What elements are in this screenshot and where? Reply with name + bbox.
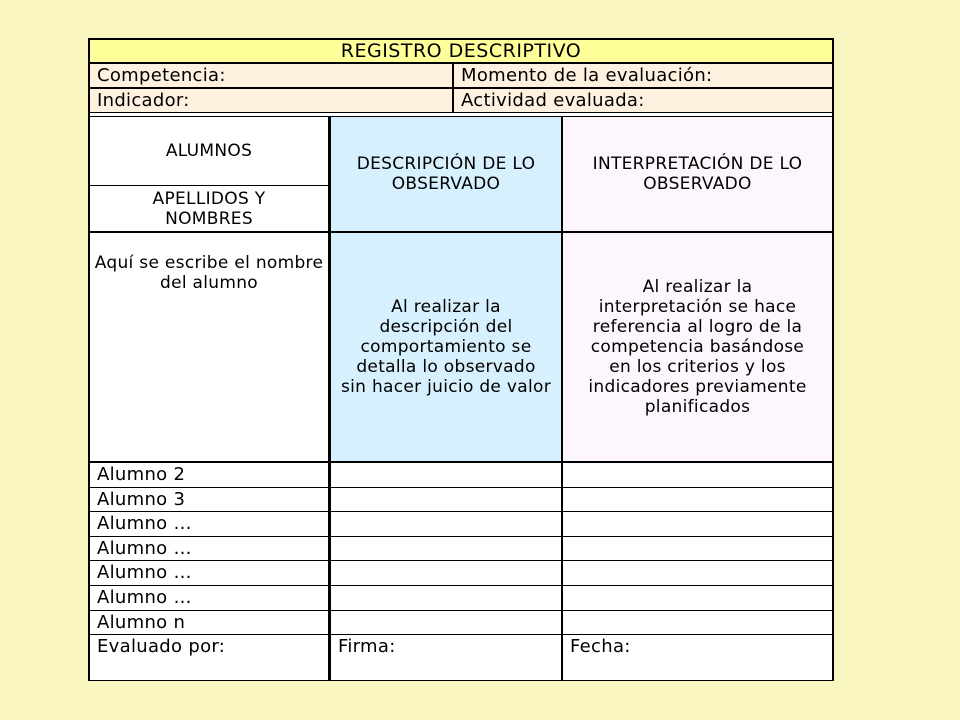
interpretation-header-label: INTERPRETACIÓN DE LO OBSERVADO [592, 154, 803, 194]
signature-cell [329, 634, 562, 681]
example-student-cell [89, 232, 329, 462]
example-interpretation-cell [562, 232, 833, 462]
evaluated-by-cell [89, 634, 329, 681]
student-row-description-cell [329, 536, 562, 562]
indicator-field: Indicador: [89, 88, 453, 113]
interpretation-column-header [562, 116, 833, 232]
descriptive-record-form [88, 38, 834, 681]
example-description-text: Al realizar la descripción del comportamiento se detalla lo observado sin hacer juicio de valor [341, 297, 551, 397]
form-title: REGISTRO DESCRIPTIVO [89, 39, 833, 63]
example-description-cell [329, 232, 562, 462]
student-row-interpretation-cell [562, 610, 833, 636]
student-row-name: Alumno … [97, 562, 192, 584]
example-interpretation-text: Al realizar la interpretación se hace referencia al logro de la competencia basándose en los criterios y los indicadores previamente planificados [588, 277, 807, 417]
student-row-name: Alumno 3 [97, 488, 186, 510]
student-row-interpretation-cell [562, 585, 833, 611]
evaluation-moment-field: Momento de la evaluación: [453, 63, 833, 88]
student-row-description-cell [329, 560, 562, 586]
students-header-label: ALUMNOS [165, 141, 253, 161]
date-cell [562, 634, 833, 681]
signature-label: Firma: [338, 636, 396, 657]
student-row-name: Alumno n [97, 611, 186, 633]
names-column-header [89, 185, 329, 232]
student-row-name-cell [89, 610, 329, 636]
student-row-description-cell [329, 610, 562, 636]
student-row-name: Alumno 2 [97, 464, 186, 485]
student-row-name: Alumno … [97, 537, 192, 559]
student-row-description-cell [329, 462, 562, 488]
student-row-name: Alumno … [97, 513, 192, 535]
description-header-label: DESCRIPCIÓN DE LO OBSERVADO [356, 154, 536, 194]
names-header-label: APELLIDOS Y NOMBRES [152, 188, 266, 229]
student-row-interpretation-cell [562, 511, 833, 537]
student-row-interpretation-cell [562, 536, 833, 562]
student-row-interpretation-cell [562, 487, 833, 513]
student-row-description-cell [329, 511, 562, 537]
student-row-name-cell [89, 462, 329, 488]
student-row-interpretation-cell [562, 462, 833, 488]
evaluated-activity-field: Actividad evaluada: [453, 88, 833, 113]
student-row-description-cell [329, 487, 562, 513]
student-row-name-cell [89, 560, 329, 586]
evaluated-by-label: Evaluado por: [97, 636, 226, 657]
student-row-interpretation-cell [562, 560, 833, 586]
student-row-name-cell [89, 585, 329, 611]
students-column-header [89, 116, 329, 186]
date-label: Fecha: [570, 636, 631, 657]
student-row-name-cell [89, 487, 329, 513]
competence-field: Competencia: [89, 63, 453, 88]
description-column-header [329, 116, 562, 232]
example-student-text: Aquí se escribe el nombre del alumno [94, 253, 324, 293]
student-row-name: Alumno … [97, 587, 192, 608]
student-row-name-cell [89, 511, 329, 537]
student-row-name-cell [89, 536, 329, 562]
student-row-description-cell [329, 585, 562, 611]
